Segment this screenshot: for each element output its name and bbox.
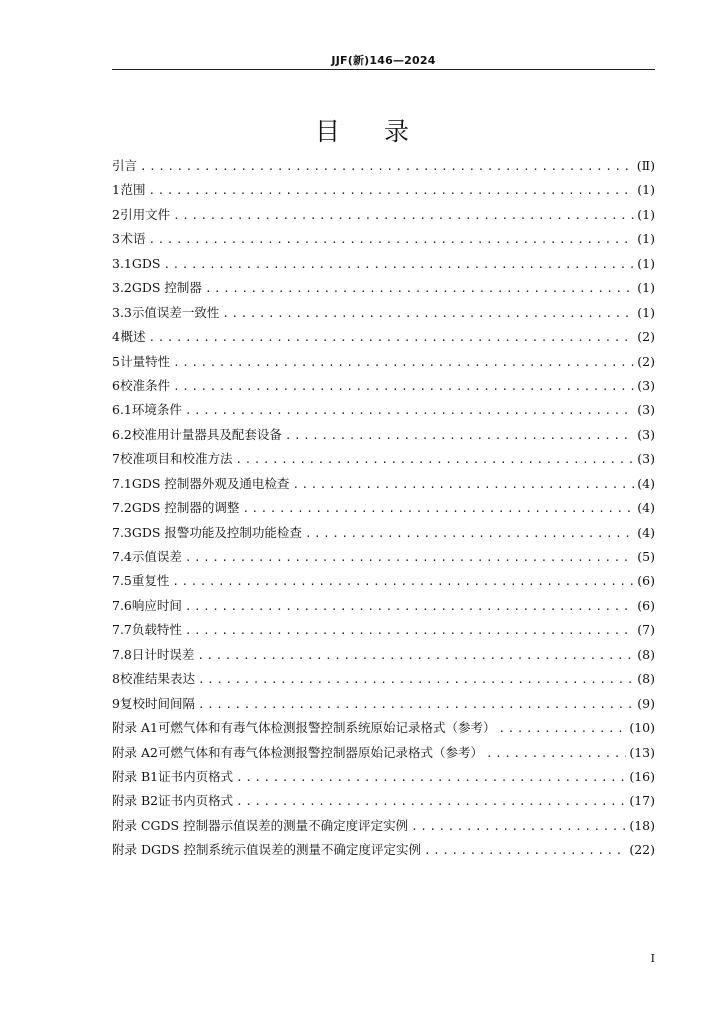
toc-dot-leader: [173, 375, 634, 399]
toc-entry-page: (16): [629, 768, 655, 784]
toc-dot-leader: [172, 570, 634, 594]
toc-dot-leader: [236, 766, 626, 790]
toc-dot-leader: [292, 473, 634, 497]
toc-entry[interactable]: [112, 692, 655, 716]
toc-entry[interactable]: [112, 545, 655, 569]
toc-entry[interactable]: [112, 325, 655, 349]
toc-entry[interactable]: [112, 667, 655, 691]
toc-entry-title: 计量特性: [120, 353, 171, 369]
toc-entry-page: (3): [637, 451, 655, 467]
toc-entry[interactable]: [112, 301, 655, 325]
toc-entry-page: (1): [637, 231, 655, 247]
toc-entry-title: 概述: [120, 329, 146, 345]
toc-entry-number: 2: [112, 206, 120, 222]
toc-entry-number: 3: [112, 231, 120, 247]
toc-entry-title: 响应时间: [131, 597, 182, 613]
toc-entry-title: 证书内页格式: [158, 793, 234, 809]
toc-entry-title: GDS 控制器的调整: [131, 500, 240, 516]
toc-dot-leader: [285, 424, 634, 448]
toc-entry[interactable]: [112, 423, 655, 447]
toc-entry-number: 7.1: [112, 475, 132, 491]
toc-entry[interactable]: [112, 765, 655, 789]
toc-entry-page: (7): [637, 622, 655, 638]
toc-entry[interactable]: [112, 716, 655, 740]
toc-entry[interactable]: [112, 227, 655, 251]
toc-entry-title: GDS 控制器: [131, 280, 202, 296]
toc-entry-number: 引: [112, 158, 125, 173]
page-number: I: [650, 952, 655, 965]
toc-entry-page: (3): [637, 377, 655, 393]
toc-dot-leader: [198, 668, 634, 692]
toc-entry-number: 9: [112, 695, 120, 711]
toc-dot-leader: [486, 742, 626, 766]
toc-dot-leader: [185, 546, 634, 570]
toc-dot-leader: [173, 351, 634, 375]
toc-entry-title: 重复性: [131, 573, 170, 589]
toc-entry-page: (1): [637, 206, 655, 222]
toc-dot-leader: [411, 815, 626, 839]
toc-entry[interactable]: [112, 496, 655, 520]
toc-dot-leader: [198, 693, 634, 717]
toc-entry[interactable]: [112, 178, 655, 202]
toc-dot-leader: [185, 399, 634, 423]
toc-entry[interactable]: [112, 447, 655, 471]
toc-dot-leader: [498, 717, 626, 741]
toc-entry-title: 校准条件: [120, 377, 171, 393]
toc-entry-number: 1: [112, 182, 120, 198]
toc-entry-number: 4: [112, 329, 120, 345]
toc-entry[interactable]: [112, 472, 655, 496]
toc-entry-number: 7.4: [112, 549, 132, 564]
toc-entry-page: (6): [637, 597, 655, 613]
toc-entry[interactable]: [112, 594, 655, 618]
toc-entry-page: (4): [637, 524, 655, 540]
toc-entry[interactable]: [112, 374, 655, 398]
toc-entry-page: (4): [637, 500, 655, 516]
toc-dot-leader: [305, 522, 634, 546]
toc-entry-number: 5: [112, 353, 120, 369]
toc-entry-page: (13): [629, 744, 655, 760]
toc-entry[interactable]: [112, 203, 655, 227]
document-code-header: JJF(新)146—2024: [331, 54, 436, 67]
toc-entry-page: (3): [637, 402, 655, 418]
toc-entry[interactable]: [112, 643, 655, 667]
toc-entry-number: 7.2: [112, 500, 132, 516]
toc-entry-page: (5): [637, 549, 655, 564]
toc-dot-leader: [149, 326, 635, 350]
toc-entry-number: 附录 D: [112, 842, 151, 858]
toc-entry[interactable]: [112, 569, 655, 593]
toc-dot-leader: [242, 497, 634, 521]
toc-entry-title: GDS 控制器示值误差的测量不确定度评定实例: [150, 817, 409, 833]
toc-entry-number: 7.3: [112, 524, 132, 540]
toc-dot-leader: [149, 228, 635, 252]
toc-entry-title: 证书内页格式: [158, 768, 234, 784]
toc-entry-number: 7.5: [112, 573, 132, 589]
table-of-contents: [112, 154, 655, 863]
toc-entry-page: (8): [637, 646, 655, 662]
toc-entry-title: 校准项目和校准方法: [119, 451, 233, 467]
toc-entry-number: 附录 B1: [112, 768, 159, 784]
toc-entry-title: GDS: [131, 255, 161, 271]
toc-entry-title: 示值误差: [131, 549, 182, 564]
toc-entry-title: 日计时误差: [131, 646, 195, 662]
toc-entry-number: 附录 A1: [112, 720, 158, 736]
toc-entry-title: GDS 报警功能及控制功能检查: [131, 524, 302, 540]
toc-entry-page: (6): [637, 573, 655, 589]
toc-entry-title: 言: [124, 158, 138, 173]
toc-dot-leader: [149, 179, 635, 203]
toc-entry-page: (Ⅱ): [636, 158, 655, 173]
toc-entry-title: 术语: [120, 231, 146, 247]
toc-entry-number: 3.3: [112, 304, 132, 320]
toc-entry-title: 复校时间间隔: [119, 695, 195, 711]
toc-entry-page: (17): [629, 793, 655, 809]
toc-entry[interactable]: [112, 252, 655, 276]
toc-entry[interactable]: [112, 618, 655, 642]
toc-entry[interactable]: [112, 350, 655, 374]
toc-entry-title: 环境条件: [131, 402, 182, 418]
header-rule: [112, 69, 655, 70]
toc-entry-number: 7.8: [112, 646, 132, 662]
toc-entry-number: 附录 C: [112, 817, 151, 833]
toc-entry-page: (1): [637, 304, 655, 320]
toc-dot-leader: [140, 155, 634, 179]
toc-entry-number: 6.1: [112, 402, 132, 418]
toc-entry[interactable]: [112, 154, 655, 178]
toc-entry-number: 6: [112, 377, 120, 393]
toc-dot-leader: [185, 619, 634, 643]
toc-dot-leader: [173, 204, 634, 228]
toc-entry-title: GDS 控制器外观及通电检查: [131, 475, 290, 491]
toc-entry-number: 7.6: [112, 597, 132, 613]
toc-entry-number: 7: [112, 451, 120, 467]
toc-entry-title: GDS 控制系统示值误差的测量不确定度评定实例: [151, 842, 422, 858]
toc-entry[interactable]: [112, 789, 655, 813]
toc-dot-leader: [197, 644, 634, 668]
toc-entry-number: 3.1: [112, 255, 132, 271]
toc-entry-number: 7.7: [112, 622, 132, 638]
toc-dot-leader: [163, 253, 634, 277]
toc-entry-page: (8): [637, 671, 655, 687]
toc-entry-number: 8: [112, 671, 120, 687]
toc-entry-page: (9): [637, 695, 655, 711]
toc-entry-title: 可燃气体和有毒气体检测报警控制系统原始记录格式（参考）: [157, 720, 496, 736]
toc-entry-page: (22): [629, 842, 655, 858]
toc-entry[interactable]: [112, 398, 655, 422]
toc-dot-leader: [185, 595, 634, 619]
toc-entry-page: (10): [629, 720, 655, 736]
toc-entry-title: 范围: [120, 182, 146, 198]
toc-entry-title: 负载特性: [131, 622, 182, 638]
toc-entry-title: 引用文件: [120, 206, 171, 222]
toc-dot-leader: [235, 448, 634, 472]
toc-entry-page: (1): [637, 280, 655, 296]
toc-entry-title: 校准用计量器具及配套设备: [131, 426, 282, 442]
toc-entry-page: (1): [637, 182, 655, 198]
toc-entry-number: 附录 B2: [112, 793, 159, 809]
toc-entry-page: (18): [629, 817, 655, 833]
toc-dot-leader: [236, 790, 626, 814]
toc-entry-page: (2): [637, 353, 655, 369]
toc-entry-page: (1): [637, 255, 655, 271]
toc-entry[interactable]: [112, 838, 655, 862]
toc-dot-leader: [424, 839, 626, 863]
toc-entry[interactable]: [112, 814, 655, 838]
toc-entry-number: 3.2: [112, 280, 132, 296]
toc-dot-leader: [222, 302, 634, 326]
toc-entry-title: 可燃气体和有毒气体检测报警控制器原始记录格式（参考）: [157, 744, 483, 760]
toc-entry-number: 6.2: [112, 426, 132, 442]
toc-entry-title: 校准结果表达: [119, 671, 195, 687]
toc-entry-title: 示值误差一致性: [131, 304, 220, 320]
toc-entry-number: 附录 A2: [112, 744, 158, 760]
toc-entry-page: (4): [637, 475, 655, 491]
toc-entry-page: (3): [637, 426, 655, 442]
toc-entry[interactable]: [112, 521, 655, 545]
toc-entry-page: (2): [637, 329, 655, 345]
toc-dot-leader: [205, 277, 634, 301]
toc-entry[interactable]: [112, 741, 655, 765]
toc-entry[interactable]: [112, 276, 655, 300]
page-title: 目录: [314, 117, 453, 146]
